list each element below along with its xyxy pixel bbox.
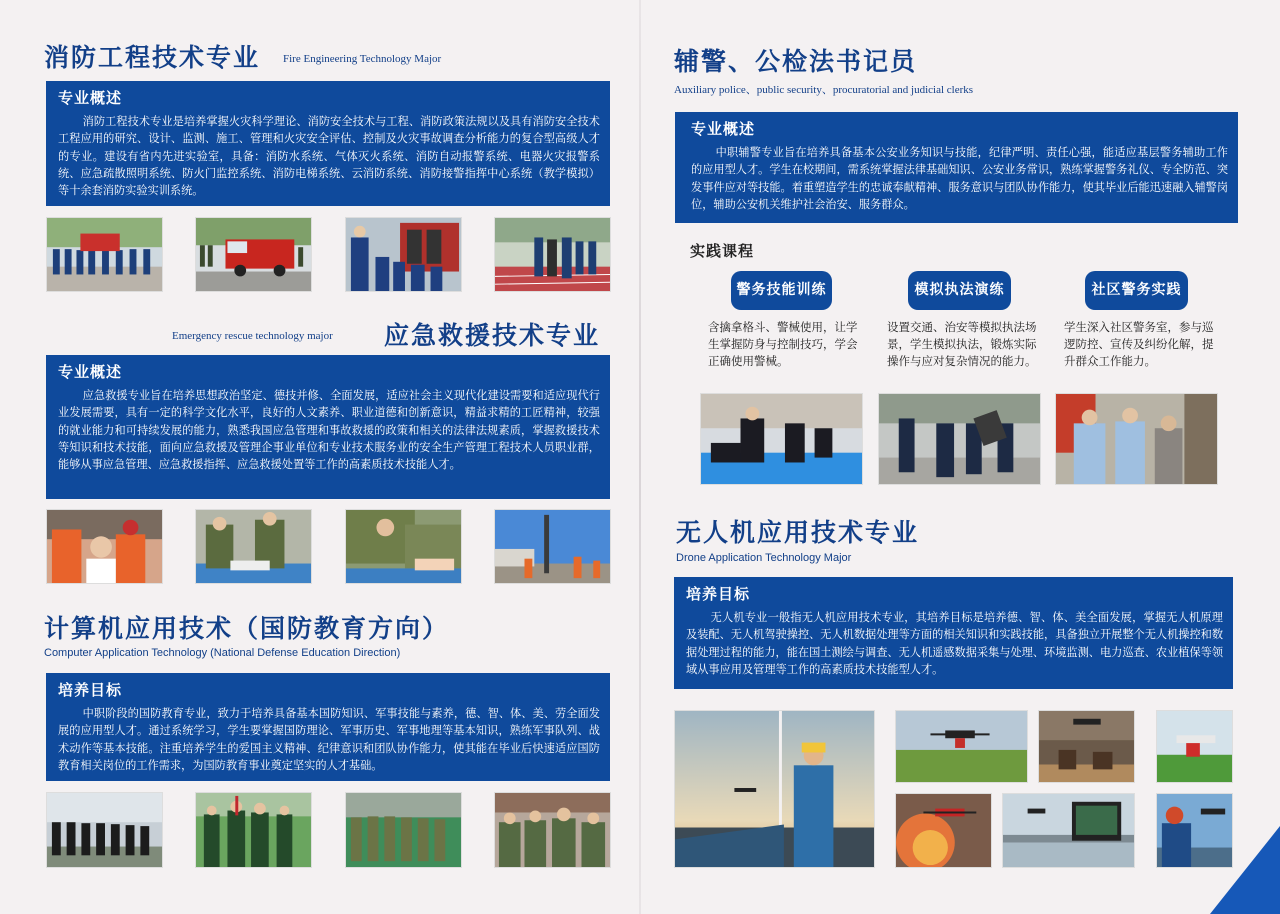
rescue-overview-box bbox=[46, 355, 610, 499]
course-desc-enforcement: 设置交通、治安等模拟执法场景，学生模拟执法，锻炼实际操作与应对复杂情况的能力。 bbox=[887, 320, 1037, 368]
rope-rescue-photo bbox=[494, 509, 611, 584]
drone-box-heading: 培养目标 bbox=[686, 585, 751, 603]
drone-over-horses-photo bbox=[1038, 710, 1135, 783]
rescue-title-cn: 应急救援技术专业 bbox=[384, 321, 601, 350]
rescue-drill-photo bbox=[46, 509, 163, 584]
solar-inspection-drone-photo bbox=[674, 710, 875, 868]
drone-box-text: 无人机专业一般指无人机应用技术专业，其培养目标是培养德、智、体、美全面发展，掌握无人机原理及装配、无人机驾驶操控、无人机数据处理等方面的相关知识和实践技能，具备独立开展整个无人机操控和数据处理过程的能力，能在国土测绘与调查、无人机遥感数据采集与处理、环境监测、电力巡查、农业植保等领域从事应用及管理等工作的高素质技术技能型人才。 bbox=[686, 611, 1224, 676]
practice-heading: 实践课程 bbox=[690, 242, 755, 260]
page-fold bbox=[639, 0, 641, 914]
course-desc-community: 学生深入社区警务室，参与巡逻防控、宣传及纠纷化解，提升群众工作能力。 bbox=[1064, 320, 1214, 368]
computer-title-cn: 计算机应用技术（国防教育方向） bbox=[44, 614, 450, 643]
police-box-text: 中职辅警专业旨在培养具备基本公安业务知识与技能，纪律严明、责任心强，能适应基层警务辅助工作的应用型人才。学生在校期间，需系统掌握法律基础知识、公安业务常识，熟练掌握警务礼仪、专全防范、突发事件应对等技能。着重塑造学生的忠诚奉献精神、服务意识与团队协作能力，使其毕业后能迅速融入辅警岗位，辅助公安机关维护社会治安、服务群众。 bbox=[691, 146, 1229, 211]
delivery-drone-photo bbox=[1156, 710, 1233, 783]
drone-goal-box bbox=[674, 577, 1233, 689]
course-pill-skills: 警务技能训练 bbox=[731, 271, 832, 310]
drone-title-en: Drone Application Technology Major bbox=[676, 552, 852, 564]
course-desc-skills: 含擒拿格斗、警械使用，让学生掌握防身与控制技巧，学会正确使用警械。 bbox=[708, 320, 858, 368]
fire-box-text: 消防工程技术专业是培养掌握火灾科学理论、消防安全技术与工程、消防政策法规以及具有消防安全技术工程应用的研究、设计、监测、施工、管理和火灾安全评估、控制及火灾事故调查分析能力的复合型高级人才的专业。建设有省内先进实验室，具备：消防水系统、气体灭火系统、消防自动报警系统、电器火灾报警系统、应急疏散照明系统、防火门监控系统、消防电梯系统、云消防系统、消防接警指挥中心系统（教学模拟）等十余套消防实验实训系统。 bbox=[58, 115, 600, 198]
fire-drone-photo bbox=[895, 793, 992, 868]
marching-drill-photo bbox=[46, 792, 163, 868]
rescue-title-en: Emergency rescue technology major bbox=[172, 330, 333, 342]
fire-equipment-training-photo bbox=[345, 217, 462, 292]
corner-accent bbox=[1210, 826, 1280, 914]
course-pill-community: 社区警务实践 bbox=[1085, 271, 1188, 310]
drone-title-cn: 无人机应用技术专业 bbox=[676, 518, 920, 547]
agricultural-drone-photo bbox=[895, 710, 1028, 783]
course-pill-enforcement: 模拟执法演练 bbox=[908, 271, 1011, 310]
honor-guard-photo bbox=[195, 792, 312, 868]
law-enforcement-drill-photo bbox=[878, 393, 1041, 485]
computer-box-text: 中职阶段的国防教育专业，致力于培养具备基本国防知识、军事技能与素养，德、智、体、美、劳全面发展的应用型人才。通过系统学习，学生要掌握国防理论、军事历史、军事地理等基本知识，熟练军事队列、战术动作等基本技能。注重培养学生的爱国主义精神、纪律意识和团队协作能力，使其能在毕业后快速适应国防教育相关岗位的工作需求，为国防教育事业奠定坚实的人才基础。 bbox=[58, 707, 600, 772]
computer-goal-box bbox=[46, 673, 610, 781]
firefighters-lineup-photo bbox=[46, 217, 163, 292]
formation-parade-photo bbox=[345, 792, 462, 868]
computer-title-en: Computer Application Technology (National Defense Education Direction) bbox=[44, 647, 401, 659]
fire-truck-drill-photo bbox=[195, 217, 312, 292]
police-skills-training-photo bbox=[700, 393, 863, 485]
police-overview-box bbox=[675, 112, 1238, 223]
fire-title-en: Fire Engineering Technology Major bbox=[283, 53, 442, 65]
fire-box-heading: 专业概述 bbox=[58, 89, 123, 107]
fire-title-cn: 消防工程技术专业 bbox=[44, 43, 261, 72]
police-box-heading: 专业概述 bbox=[691, 120, 756, 138]
rescue-box-text: 应急救援专业旨在培养思想政治坚定、德技并修、全面发展，适应社会主义现代化建设需要和适应现代行业发展需要，具有一定的科学文化水平，良好的人文素养、职业道德和创新意识，精益求精的工匠精神，较强的就业能力和可持续发展的能力，熟悉我国应急管理和事故救援的政策和相关的法律法规素质，掌握救援技术等知识和技术技能，面向应急救援及管理企事业单位和专业技术服务业的安全生产管理工程技术人员职业群，能够从事应急管理、应急救援指挥、应急救援处置等工作的高素质技术技能人才。 bbox=[58, 389, 600, 472]
rescue-box-heading: 专业概述 bbox=[58, 363, 123, 381]
cpr-training-photo bbox=[345, 509, 462, 584]
fire-overview-box bbox=[46, 81, 610, 206]
police-title-en: Auxiliary police、public security、procuratorial and judicial clerks bbox=[674, 84, 974, 96]
first-aid-training-photo bbox=[195, 509, 312, 584]
firefighter-inspection-photo bbox=[494, 217, 611, 292]
computer-box-heading: 培养目标 bbox=[58, 681, 123, 699]
police-title-cn: 辅警、公检法书记员 bbox=[674, 47, 918, 76]
uniform-salute-photo bbox=[494, 792, 611, 868]
bridge-drone-controller-photo bbox=[1002, 793, 1135, 868]
community-policing-photo bbox=[1055, 393, 1218, 485]
